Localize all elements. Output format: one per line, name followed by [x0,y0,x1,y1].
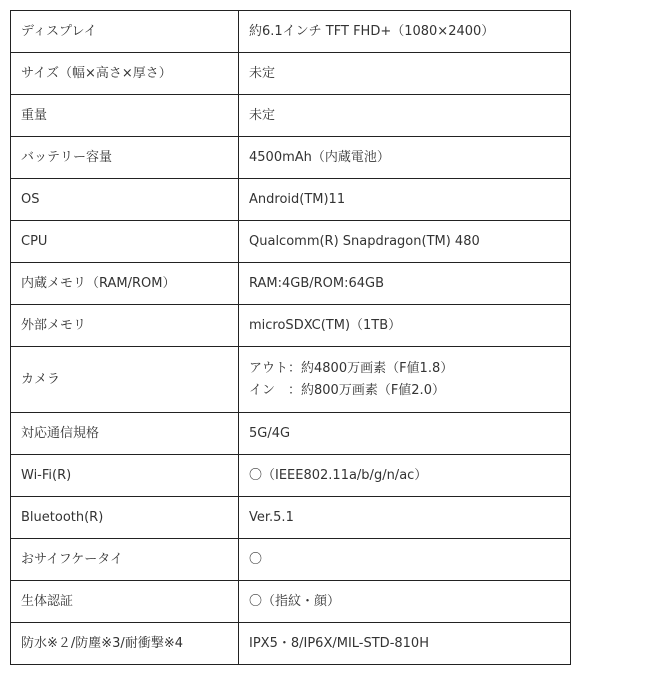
table-row [11,95,571,137]
table-row [11,53,571,95]
table-row [11,263,571,305]
table-row [11,11,571,53]
table-row [11,497,571,539]
spec-label: 外部メモリ [11,305,239,347]
spec-value: microSDXC(TM)（1TB） [239,305,571,347]
spec-label: OS [11,179,239,221]
spec-value: RAM:4GB/ROM:64GB [239,263,571,305]
spec-label: ディスプレイ [11,11,239,53]
spec-value: 〇（指紋・顔） [239,581,571,623]
spec-label: バッテリー容量 [11,137,239,179]
spec-label: カメラ [11,347,239,413]
table-row [11,347,571,413]
table-row [11,305,571,347]
spec-label: 対応通信規格 [11,413,239,455]
table-row [11,581,571,623]
table-row [11,539,571,581]
spec-label: CPU [11,221,239,263]
spec-value: 〇 [239,539,571,581]
spec-table [10,10,571,665]
spec-value: 5G/4G [239,413,571,455]
spec-value: 未定 [239,95,571,137]
spec-label: 防水※２/防塵※3/耐衝撃※4 [11,623,239,665]
spec-value: Ver.5.1 [239,497,571,539]
spec-value: 未定 [239,53,571,95]
spec-value: 約6.1インチ TFT FHD+（1080×2400） [239,11,571,53]
table-row [11,179,571,221]
spec-label: おサイフケータイ [11,539,239,581]
spec-label: サイズ（幅×高さ×厚さ） [11,53,239,95]
table-row [11,221,571,263]
camera-rear-value: アウト：約4800万画素（F値1.8） [249,360,454,376]
spec-value: IPX5・8/IP6X/MIL-STD-810H [239,623,571,665]
table-row [11,413,571,455]
spec-value: Android(TM)11 [239,179,571,221]
table-row [11,623,571,665]
table-row [11,455,571,497]
spec-label: Bluetooth(R) [11,497,239,539]
spec-label: 生体認証 [11,581,239,623]
spec-value: 4500mAh（内蔵電池） [239,137,571,179]
spec-label: Wi-Fi(R) [11,455,239,497]
spec-value [239,347,571,413]
camera-front-value: イン ：約800万画素（F値2.0） [249,382,445,398]
spec-label: 重量 [11,95,239,137]
spec-label: 内蔵メモリ（RAM/ROM） [11,263,239,305]
table-row [11,137,571,179]
spec-value: 〇（IEEE802.11a/b/g/n/ac） [239,455,571,497]
spec-value: Qualcomm(R) Snapdragon(TM) 480 [239,221,571,263]
